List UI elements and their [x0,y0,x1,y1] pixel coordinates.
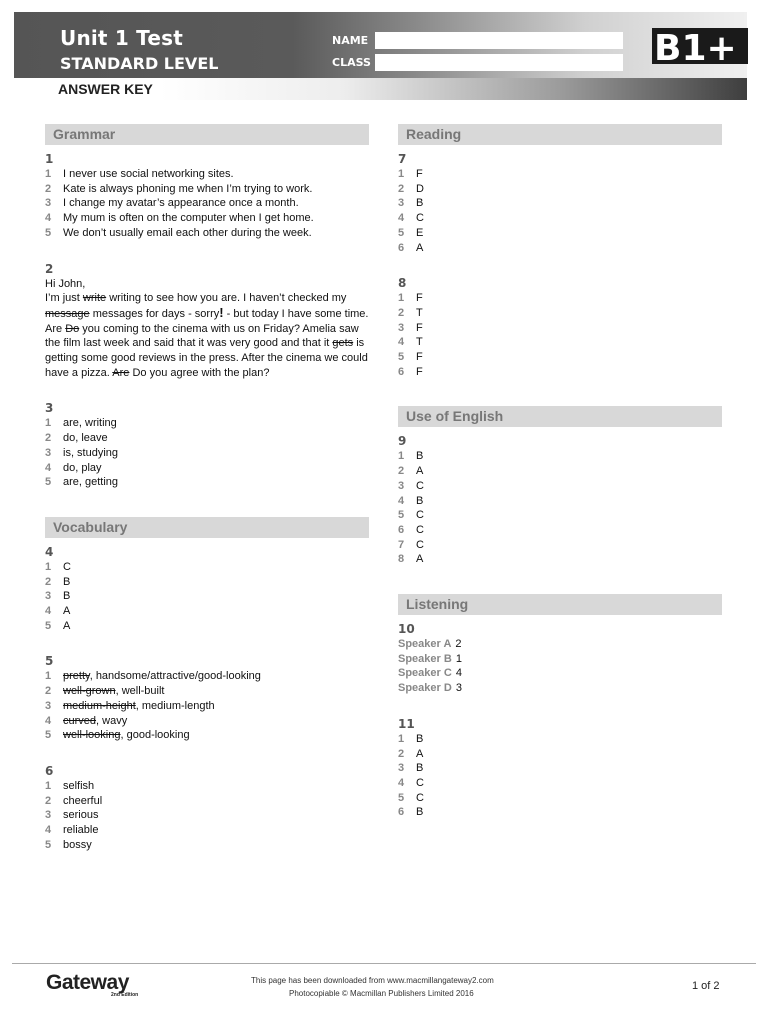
answer-text [416,791,424,806]
reading-heading: Reading [398,124,722,145]
answer-text [63,431,108,446]
answer-value: F [416,321,423,334]
item-number: 1 [45,779,52,792]
answer-value: are, writing [63,417,117,430]
answer-text [416,805,423,820]
answer-item [45,560,369,575]
item-number: 4 [45,824,52,837]
answer-item [45,226,369,241]
answer-item [45,669,369,684]
answer-item [398,552,722,567]
answer-list [398,637,722,696]
answer-item [45,823,369,838]
answer-item [398,538,722,553]
answer-text [416,508,424,523]
answer-text [456,681,462,696]
crossed-word: Do [65,322,80,335]
letter-text: you coming to the cinema with us on Friday? Amelia saw the film last week and said that it was very good and that it [45,322,359,350]
answer-value: F [416,168,423,180]
answer-text [416,732,423,747]
name-label: NAME [332,34,369,47]
answer-item [398,196,722,211]
answer-item [398,464,722,479]
answer-item [398,681,722,696]
crossed-word: Are [112,366,130,379]
answer-value: , good-looking [120,729,190,742]
crossed-word: well-looking [63,729,121,742]
answer-item [398,167,722,182]
answer-value: F [416,351,423,364]
answer-text [63,714,127,729]
item-number: 1 [398,732,405,745]
answer-text [63,779,94,794]
answer-item [398,747,722,762]
badge-text: B1+ [654,28,737,64]
answer-value: do, play [63,461,102,474]
page-number: 1 of 2 [692,980,720,992]
answer-item [398,182,722,197]
answer-text [416,761,423,776]
item-number: 3 [398,321,405,334]
item-number: 3 [45,590,52,603]
answer-item [45,808,369,823]
name-field[interactable] [375,32,623,49]
answer-value: reliable [63,824,99,837]
question-number: 5 [45,654,54,669]
answer-value: T [416,336,423,349]
answer-item [398,321,722,336]
answer-value: C [416,479,424,492]
answer-value: A [416,241,424,254]
answer-text [63,475,118,490]
answer-item [398,666,722,681]
answer-text [63,182,312,197]
answer-item [398,335,722,350]
item-number: 5 [398,351,405,364]
header-banner [14,12,747,78]
crossed-word: pretty [63,670,90,683]
answer-value: C [416,523,424,536]
answer-value: 2 [455,638,462,651]
answer-text [416,211,424,226]
answer-item [398,637,722,652]
question-number: 2 [45,261,54,276]
answer-value: T [416,306,423,319]
answer-value: , handsome/attractive/good-looking [89,670,261,683]
download-notice: This page has been downloaded from www.macmillangateway2.com [251,976,494,985]
answer-value: are, getting [63,476,119,489]
answer-item [45,446,369,461]
item-number: 2 [398,182,405,195]
answer-text [63,619,70,634]
answer-value: is, studying [63,446,119,459]
answer-text [416,196,423,211]
answer-value: 1 [455,652,462,665]
crossed-word: well-grown [63,685,116,698]
listening-heading: Listening [398,594,722,615]
letter-text: writing to see how you are. I haven’t checked my [106,292,347,305]
answer-item [398,241,722,256]
item-number: 2 [45,575,52,588]
answer-text [63,575,70,590]
letter-text: messages for days - sorry [89,307,220,320]
item-number: 6 [398,523,405,536]
answer-text [63,794,102,809]
answer-text [63,226,312,241]
class-field[interactable] [375,54,623,71]
answer-text [416,226,423,241]
level-badge [652,28,748,64]
item-number: 4 [398,776,405,789]
answer-text [63,699,215,714]
answer-value: F [416,292,423,305]
answer-text [416,306,423,321]
item-number: 5 [398,791,405,804]
answer-item [398,211,722,226]
test-level: STANDARD LEVEL [60,54,219,73]
answer-list [45,560,369,634]
answer-list [398,167,722,255]
answer-text [63,838,92,853]
answer-item [45,431,369,446]
answer-item [45,416,369,431]
answer-text [416,241,423,256]
answer-value: A [63,619,71,632]
answer-item [398,652,722,667]
item-number: 3 [45,809,52,822]
answer-list [45,779,369,853]
item-number: 1 [398,450,405,463]
answer-text [63,808,98,823]
crossed-word: curved [63,714,97,727]
answer-item [45,779,369,794]
answer-value: We don’t usually email each other during the week. [63,226,312,239]
answer-item [45,211,369,226]
answer-value: C [416,212,424,225]
gateway-logo: Gateway [46,971,129,994]
item-number: 3 [398,197,405,210]
answer-text [416,167,423,182]
answer-text [416,321,423,336]
item-number: 5 [45,619,52,632]
copyright-notice: Photocopiable © Macmillan Publishers Limited 2016 [289,989,474,998]
answer-value: A [416,553,424,566]
item-number: 4 [45,212,52,225]
answer-item [398,494,722,509]
question-number: 4 [45,544,54,559]
item-number: 3 [398,479,405,492]
answer-value: A [416,747,424,760]
question-number: 10 [398,622,415,637]
answer-value: D [416,182,424,195]
answer-text [63,669,261,684]
answer-item [398,732,722,747]
answer-key-title: ANSWER KEY [58,81,153,97]
answer-value: , medium-length [135,699,215,712]
answer-item [45,714,369,729]
item-number: 5 [45,476,52,489]
left-column [45,124,369,853]
question-number: 11 [398,716,415,731]
answer-value: serious [63,809,99,822]
question-number: 6 [45,763,54,778]
item-number: 4 [45,714,52,727]
answer-value: A [416,465,424,478]
question-number: 7 [398,152,407,166]
speaker-label: Speaker A [398,638,452,651]
item-number: 1 [45,670,52,683]
item-number: 6 [398,241,405,254]
answer-value: My mum is often on the computer when I get home. [63,212,314,225]
item-number: 6 [398,365,405,378]
answer-item [45,794,369,809]
answer-value: C [416,538,424,551]
answer-text [416,747,423,762]
item-number: 5 [398,226,405,239]
answer-text [416,449,423,464]
item-number: 4 [398,494,405,507]
answer-list [45,669,369,743]
answer-item [398,365,722,380]
answer-key-bar [14,78,747,100]
answer-value: bossy [63,838,92,851]
letter-text: I’m just [45,292,83,305]
answer-value: B [416,494,424,507]
answer-value: B [416,732,424,745]
answer-item [45,475,369,490]
answer-text [416,552,423,567]
right-column [398,124,722,820]
answer-item [45,699,369,714]
speaker-label: Speaker B [398,652,452,665]
speaker-label: Speaker C [398,667,452,680]
test-title: Unit 1 Test [60,26,183,50]
crossed-word: message [45,307,90,320]
answer-text [63,823,98,838]
answer-value: selfish [63,779,95,792]
crossed-word: gets [332,337,354,350]
answer-value: A [63,605,71,618]
answer-text [63,604,70,619]
answer-item [45,619,369,634]
item-number: 5 [45,838,52,851]
answer-value: C [416,509,424,522]
answer-item [45,589,369,604]
answer-text [456,666,462,681]
footer-divider [12,963,756,964]
answer-list [45,167,369,241]
answer-list [45,416,369,490]
item-number: 2 [398,306,405,319]
item-number: 7 [398,538,405,551]
answer-text [416,776,424,791]
item-number: 8 [398,553,405,566]
answer-item [398,805,722,820]
item-number: 5 [45,729,52,742]
answer-text [416,350,423,365]
item-number: 4 [398,336,405,349]
answer-item [398,508,722,523]
answer-value: B [416,450,424,463]
answer-item [45,182,369,197]
answer-value: cheerful [63,794,103,807]
answer-text [416,291,423,306]
answer-text [63,461,102,476]
question-number: 3 [45,401,54,416]
answer-value: I change my avatar’s appearance once a month. [63,197,299,210]
item-number: 6 [398,806,405,819]
answer-text [416,464,423,479]
grammar-heading: Grammar [45,124,369,145]
answer-item [45,728,369,743]
answer-text [63,446,118,461]
item-number: 1 [45,417,52,430]
item-number: 4 [398,212,405,225]
answer-list [398,449,722,567]
answer-value: F [416,365,423,378]
answer-text [63,728,190,743]
item-number: 2 [45,685,52,698]
answer-text [63,196,299,211]
class-label: CLASS [332,56,371,69]
answer-item [398,791,722,806]
letter-greeting: Hi John, [45,277,86,290]
answer-text [416,494,423,509]
answer-item [45,604,369,619]
letter-text: - but today I have some time. Are [45,307,369,335]
answer-value: B [63,575,71,588]
answer-item [45,167,369,182]
answer-value: Kate is always phoning me when I’m trying to work. [63,182,313,195]
inserted-punctuation: ! [219,304,224,320]
crossed-word: write [82,292,107,305]
answer-item [398,306,722,321]
question-number: 1 [45,152,54,166]
answer-text [456,652,462,667]
answer-item [398,761,722,776]
answer-text [63,560,71,575]
answer-value: I never use social networking sites. [63,168,234,180]
answer-value: C [416,791,424,804]
answer-item [398,479,722,494]
answer-list [398,732,722,820]
answer-text [63,167,234,182]
answer-text [63,589,70,604]
answer-item [398,350,722,365]
answer-value: , well-built [115,685,165,698]
answer-item [45,575,369,590]
item-number: 5 [45,226,52,239]
use-of-english-heading: Use of English [398,406,722,427]
vocabulary-heading: Vocabulary [45,517,369,538]
answer-value: C [416,776,424,789]
letter-text: Do you agree with the plan? [129,366,270,379]
letter-text: is getting some good reviews in the press. After the cinema we could have a pizza. [45,337,368,379]
answer-item [398,523,722,538]
speaker-label: Speaker D [398,682,452,695]
answer-item [45,196,369,211]
answer-list [398,291,722,379]
item-number: 2 [45,794,52,807]
question-number: 8 [398,276,407,291]
crossed-word: medium-height [63,699,136,712]
answer-value: B [416,762,424,775]
answer-text [416,479,424,494]
answer-value: , wavy [96,714,128,727]
item-number: 1 [45,168,52,180]
answer-value: C [63,560,71,573]
answer-item [45,461,369,476]
edition-label: 2nd Edition [111,992,139,998]
answer-text [416,335,423,350]
answer-value: B [63,590,71,603]
answer-value: 3 [455,682,462,695]
answer-text [416,538,424,553]
answer-value: E [416,226,424,239]
answer-text [63,211,314,226]
answer-item [398,226,722,241]
item-number: 4 [45,605,52,618]
item-number: 2 [398,465,405,478]
question-number: 9 [398,434,407,449]
item-number: 1 [45,560,52,573]
answer-item [398,776,722,791]
answer-text [455,637,461,652]
answer-value: B [416,806,424,819]
item-number: 1 [398,292,405,305]
answer-text [416,182,424,197]
item-number: 2 [45,432,52,445]
item-number: 3 [45,446,52,459]
answer-item [398,449,722,464]
answer-item [45,684,369,699]
item-number: 2 [398,747,405,760]
answer-text [63,684,164,699]
item-number: 2 [45,182,52,195]
answer-item [45,838,369,853]
answer-text [63,416,117,431]
item-number: 3 [398,762,405,775]
answer-item [398,291,722,306]
item-number: 4 [45,461,52,474]
item-number: 1 [398,168,405,180]
answer-text [416,365,423,380]
answer-value: do, leave [63,432,108,445]
item-number: 5 [398,509,405,522]
answer-value: B [416,197,424,210]
item-number: 3 [45,699,52,712]
letter-answer [45,277,369,381]
answer-value: 4 [455,667,462,680]
item-number: 3 [45,197,52,210]
answer-text [416,523,424,538]
